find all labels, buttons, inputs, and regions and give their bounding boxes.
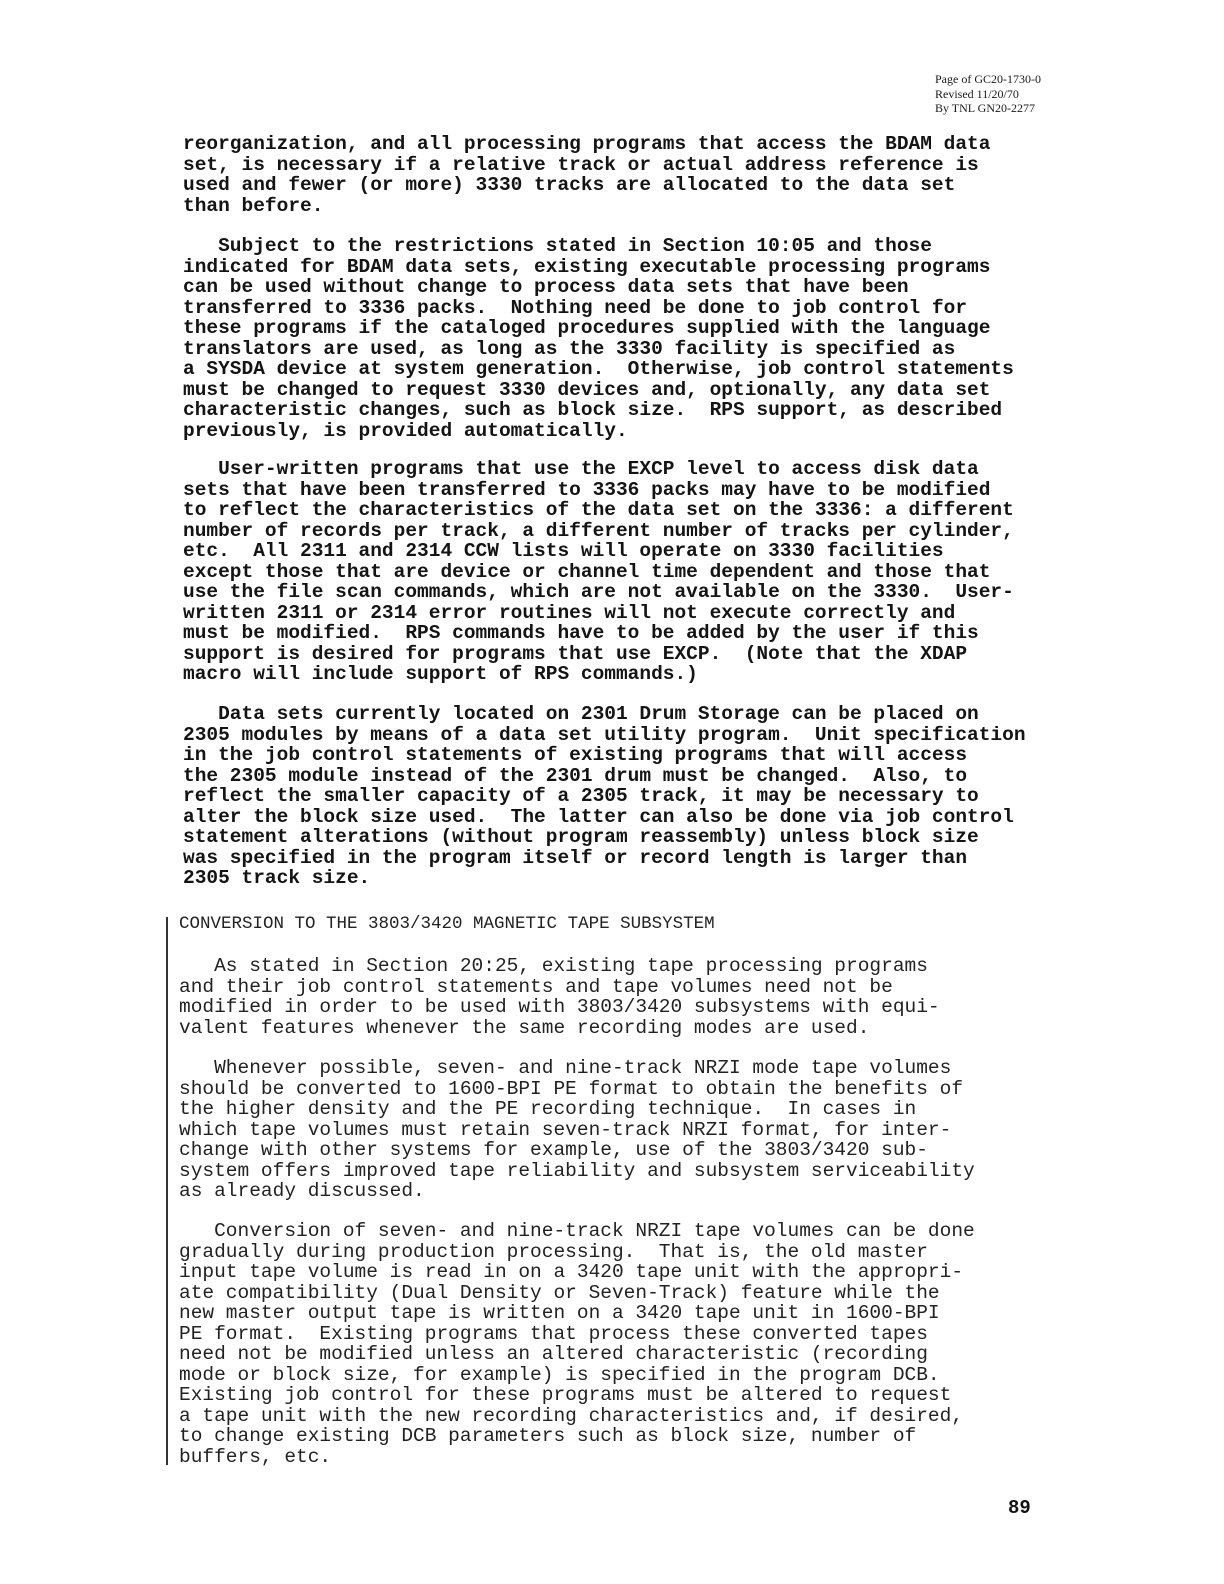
- paragraph-2: [183, 236, 1014, 441]
- text-line: to change existing DCB parameters such as block size, number of: [179, 1425, 917, 1447]
- text-line: the 2305 module instead of the 2301 drum must be changed. Also, to: [183, 764, 968, 787]
- text-line: can be used without change to process data sets that have been: [183, 276, 909, 298]
- text-line: etc. All 2311 and 2314 CCW lists will operate on 3330 facilities: [183, 540, 944, 562]
- text-line: these programs if the cataloged procedures supplied with the language: [183, 317, 991, 339]
- text-line: Subject to the restrictions stated in Section 10:05 and those: [183, 235, 932, 257]
- revision-bar: [166, 917, 168, 1465]
- text-line: PE format. Existing programs that process these converted tapes: [179, 1322, 928, 1345]
- paragraph-7: [179, 1221, 975, 1467]
- text-line: characteristic changes, such as block size. RPS support, as described: [183, 399, 1003, 421]
- text-line: Whenever possible, seven- and nine-track NRZI mode tape volumes: [179, 1057, 952, 1079]
- paragraph-4: [183, 704, 1026, 889]
- page-number: 89: [1008, 1497, 1031, 1519]
- text-line: must be changed to request 3330 devices and, optionally, any data set: [183, 378, 991, 401]
- text-line: alter the block size used. The latter can also be done via job control: [183, 805, 1014, 828]
- text-line: buffers, etc.: [179, 1445, 332, 1468]
- paragraph-3: [183, 459, 1014, 685]
- text-line: statement alterations (without program reassembly) unless block size: [183, 826, 979, 848]
- text-line: change with other systems for example, use of the 3803/3420 sub-: [179, 1139, 928, 1161]
- text-line: a tape unit with the new recording characteristics and, if desired,: [179, 1404, 964, 1427]
- text-line: reflect the smaller capacity of a 2305 track, it may be necessary to: [183, 785, 979, 807]
- text-line: input tape volume is read in on a 3420 tape unit with the appropri-: [179, 1261, 964, 1283]
- text-line: modified in order to be used with 3803/3420 subsystems with equi-: [179, 996, 940, 1018]
- paragraph-6: [179, 1058, 975, 1202]
- text-line: gradually during production processing. That is, the old master: [179, 1240, 928, 1263]
- text-line: translators are used, as long as the 3330 facility is specified as: [183, 337, 956, 360]
- header-line-revised: Revised 11/20/70: [935, 86, 1019, 101]
- header-line-page: Page of GC20-1730-0: [935, 72, 1041, 86]
- text-line: to reflect the characteristics of the data set on the 3336: a different: [183, 499, 1014, 521]
- text-line: User-written programs that use the EXCP level to access disk data: [183, 458, 979, 480]
- paragraph-1: [183, 134, 990, 216]
- text-line: and their job control statements and tape volumes need not be: [179, 975, 893, 998]
- text-line: use the file scan commands, which are not available on the 3330. User-: [183, 581, 1014, 603]
- text-line: valent features whenever the same recording modes are used.: [179, 1016, 870, 1039]
- header-note: [935, 72, 1041, 116]
- text-line: new master output tape is written on a 3420 tape unit in 1600-BPI: [179, 1302, 940, 1324]
- text-line: a SYSDA device at system generation. Otherwise, job control statements: [183, 358, 1014, 380]
- text-line: than before.: [183, 194, 324, 217]
- text-line: must be modified. RPS commands have to be added by the user if this: [183, 622, 979, 644]
- text-line: indicated for BDAM data sets, existing executable processing programs: [183, 255, 991, 278]
- text-line: Existing job control for these programs must be altered to request: [179, 1384, 952, 1406]
- text-line: used and fewer (or more) 3330 tracks are allocated to the data set: [183, 174, 956, 196]
- text-line: which tape volumes must retain seven-track NRZI format, for inter-: [179, 1118, 952, 1141]
- text-line: in the job control statements of existing programs that will access: [183, 744, 968, 766]
- text-line: Conversion of seven- and nine-track NRZI tape volumes can be done: [179, 1220, 975, 1242]
- text-line: written 2311 or 2314 error routines will not execute correctly and: [183, 601, 956, 624]
- text-line: was specified in the program itself or record length is larger than: [183, 846, 968, 869]
- text-line: mode or block size, for example) is specified in the program DCB.: [179, 1363, 940, 1386]
- text-line: 2305 track size.: [183, 867, 371, 889]
- text-line: system offers improved tape reliability and subsystem serviceability: [179, 1159, 975, 1182]
- text-line: ate compatibility (Dual Density or Seven-Track) feature while the: [179, 1281, 940, 1304]
- section-heading: CONVERSION TO THE 3803/3420 MAGNETIC TAPE SUBSYSTEM: [179, 914, 715, 934]
- text-line: as already discussed.: [179, 1180, 425, 1202]
- text-line: should be converted to 1600-BPI PE format to obtain the benefits of: [179, 1077, 964, 1100]
- text-line: set, is necessary if a relative track or actual address reference is: [183, 153, 979, 176]
- text-line: transferred to 3336 packs. Nothing need be done to job control for: [183, 296, 968, 319]
- text-line: need not be modified unless an altered characteristic (recording: [179, 1343, 928, 1365]
- text-line: number of records per track, a different number of tracks per cylinder,: [183, 519, 1014, 542]
- text-line: the higher density and the PE recording technique. In cases in: [179, 1098, 917, 1120]
- text-line: reorganization, and all processing programs that access the BDAM data: [183, 133, 991, 155]
- paragraph-5: [179, 956, 940, 1038]
- text-line: except those that are device or channel time dependent and those that: [183, 560, 991, 583]
- text-line: sets that have been transferred to 3336 packs may have to be modified: [183, 478, 991, 501]
- text-line: As stated in Section 20:25, existing tape processing programs: [179, 955, 928, 977]
- text-line: previously, is provided automatically.: [183, 419, 628, 442]
- text-line: Data sets currently located on 2301 Drum Storage can be placed on: [183, 703, 979, 725]
- header-line-tnl: By TNL GN20-2277: [935, 101, 1035, 115]
- text-line: 2305 modules by means of a data set utility program. Unit specification: [183, 723, 1026, 746]
- text-line: support is desired for programs that use EXCP. (Note that the XDAP: [183, 642, 968, 665]
- text-line: macro will include support of RPS commands.): [183, 663, 698, 685]
